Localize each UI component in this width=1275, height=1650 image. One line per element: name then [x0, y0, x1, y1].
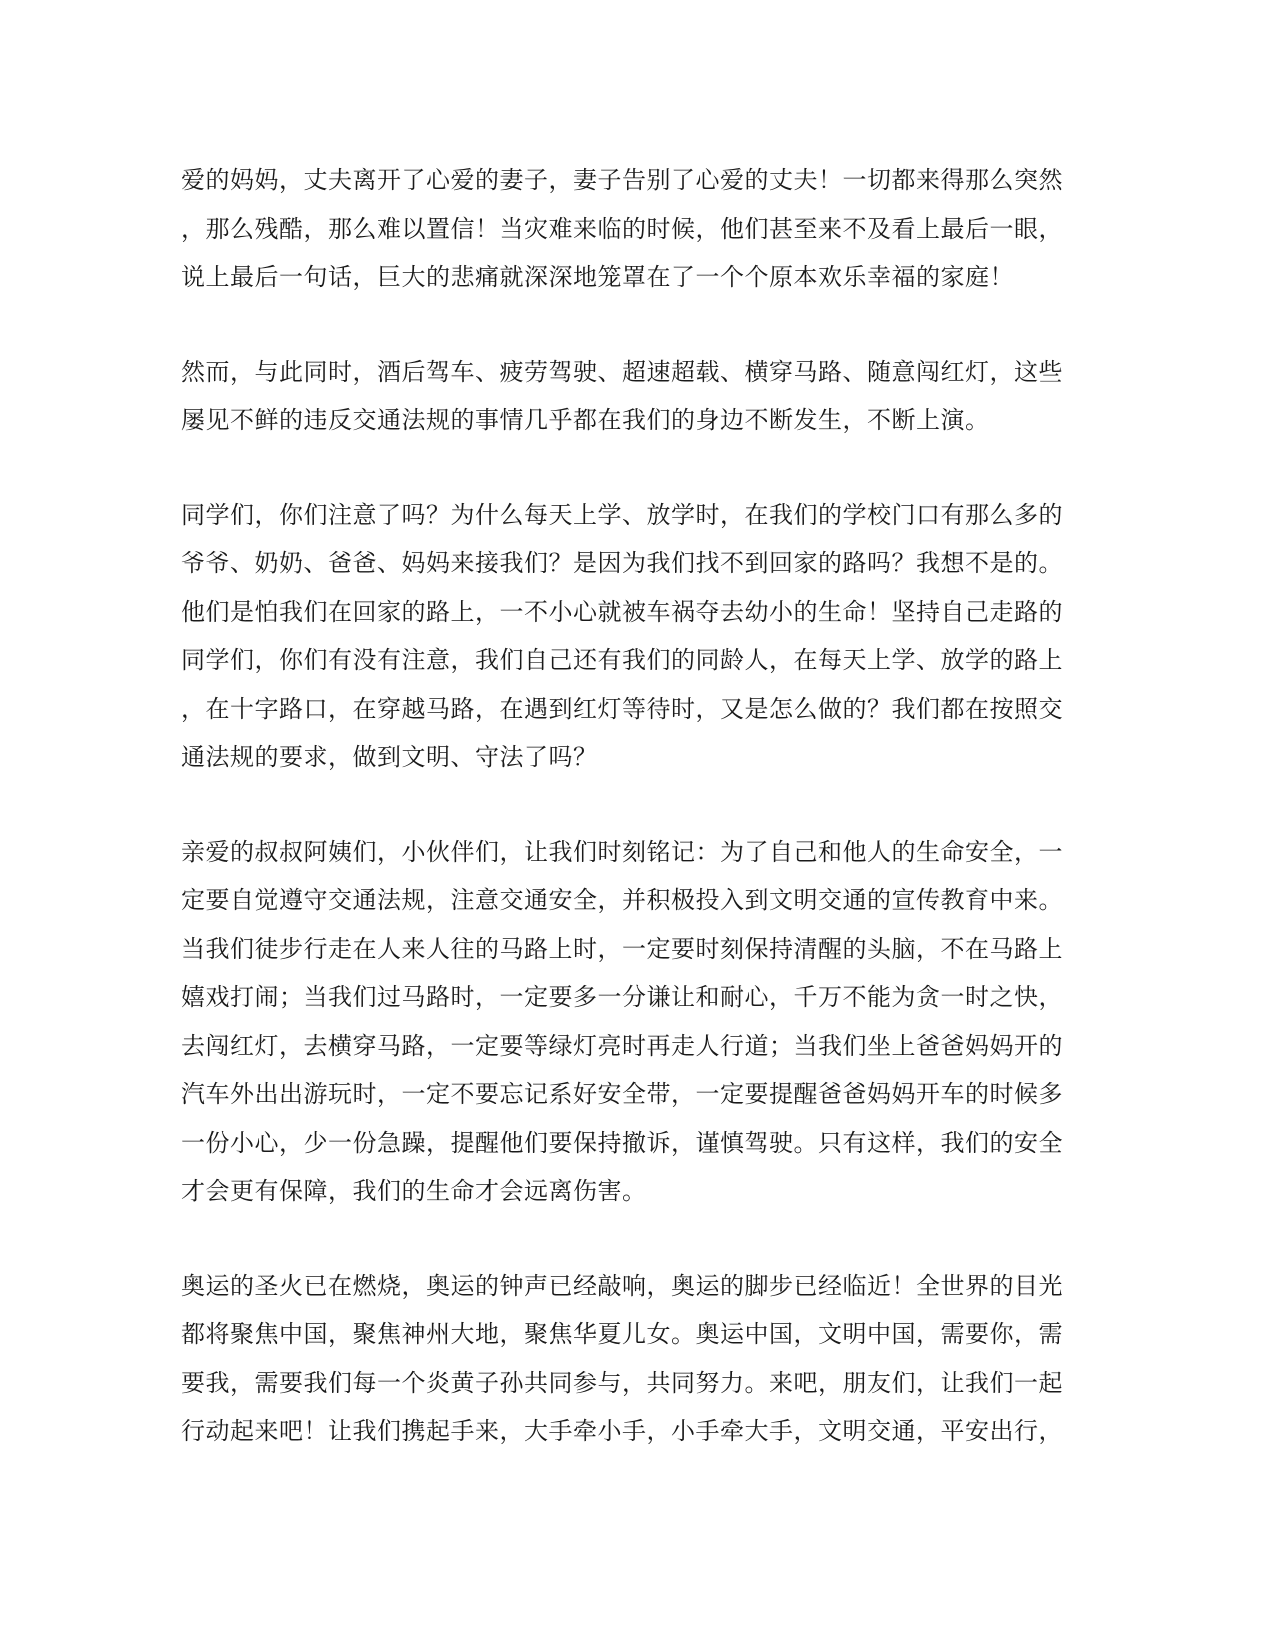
- text-line: 才会更有保障，我们的生命才会远离伤害。: [181, 1177, 647, 1205]
- text-line: 爱的妈妈，丈夫离开了心爱的妻子，妻子告别了心爱的丈夫！一切都来得那么突然: [181, 166, 1063, 194]
- text-line: 嬉戏打闹；当我们过马路时，一定要多一分谦让和耐心，千万不能为贪一时之快，: [181, 983, 1063, 1011]
- paragraph-3: [181, 491, 1101, 782]
- paragraph-5: [181, 1262, 1101, 1456]
- text-line: 一份小心，少一份急躁，提醒他们要保持撤诉，谨慎驾驶。只有这样，我们的安全: [181, 1128, 1063, 1157]
- paragraph-1: [181, 156, 1101, 302]
- text-line: 同学们，你们注意了吗？为什么每天上学、放学时，在我们的学校门口有那么多的: [181, 500, 1063, 529]
- text-line: 爷爷、奶奶、爸爸、妈妈来接我们？是因为我们找不到回家的路吗？我想不是的。: [181, 549, 1063, 577]
- text-line: 他们是怕我们在回家的路上，一不小心就被车祸夺去幼小的生命！坚持自己走路的: [181, 597, 1063, 626]
- text-line: ，那么残酷，那么难以置信！当灾难来临的时候，他们甚至来不及看上最后一眼，: [181, 214, 1063, 243]
- document-body: [181, 156, 1101, 1502]
- text-line: 要我，需要我们每一个炎黄子孙共同参与，共同努力。来吧，朋友们，让我们一起: [181, 1368, 1063, 1397]
- text-line: 屡见不鲜的违反交通法规的事情几乎都在我们的身边不断发生，不断上演。: [181, 406, 990, 434]
- text-line: 同学们，你们有没有注意，我们自己还有我们的同龄人，在每天上学、放学的路上: [181, 646, 1063, 674]
- text-line: ，在十字路口，在穿越马路，在遇到红灯等待时，又是怎么做的？我们都在按照交: [181, 694, 1063, 723]
- text-line: 去闯红灯，去横穿马路，一定要等绿灯亮时再走人行道；当我们坐上爸爸妈妈开的: [181, 1031, 1063, 1060]
- text-line: 说上最后一句话，巨大的悲痛就深深地笼罩在了一个个原本欢乐幸福的家庭！: [181, 263, 1014, 291]
- text-line: 然而，与此同时，酒后驾车、疲劳驾驶、超速超载、横穿马路、随意闯红灯，这些: [181, 357, 1063, 386]
- text-line: 奥运的圣火已在燃烧，奥运的钟声已经敲响，奥运的脚步已经临近！全世界的目光: [181, 1271, 1063, 1300]
- text-line: 汽车外出出游玩时，一定不要忘记系好安全带，一定要提醒爸爸妈妈开车的时候多: [181, 1080, 1063, 1108]
- text-line: 通法规的要求，做到文明、守法了吗？: [181, 743, 598, 771]
- text-line: 定要自觉遵守交通法规，注意交通安全，并积极投入到文明交通的宣传教育中来。: [181, 886, 1063, 914]
- text-line: 亲爱的叔叔阿姨们，小伙伴们，让我们时刻铭记：为了自己和他人的生命安全，一: [181, 837, 1063, 866]
- paragraph-4: [181, 828, 1101, 1216]
- paragraph-2: [181, 348, 1101, 445]
- text-line: 当我们徒步行走在人来人往的马路上时，一定要时刻保持清醒的头脑，不在马路上: [181, 934, 1063, 963]
- text-line: 行动起来吧！让我们携起手来，大手牵小手，小手牵大手，文明交通，平安出行，: [181, 1417, 1063, 1445]
- text-line: 都将聚焦中国，聚焦神州大地，聚焦华夏儿女。奥运中国，文明中国，需要你，需: [181, 1320, 1063, 1348]
